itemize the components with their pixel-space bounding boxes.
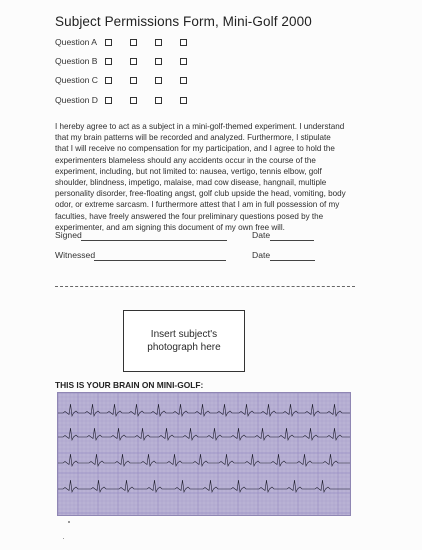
checkbox[interactable] [180, 77, 187, 84]
checkbox[interactable] [105, 97, 112, 104]
agreement-paragraph [55, 121, 365, 233]
agreement-line: personality disorder, free-floating angst, golf club upside the head, vomiting, body [55, 189, 346, 199]
checkbox[interactable] [180, 97, 187, 104]
checkbox[interactable] [130, 58, 137, 65]
checkbox[interactable] [105, 39, 112, 46]
checkbox[interactable] [155, 58, 162, 65]
cut-line-divider [55, 286, 355, 287]
checkbox[interactable] [105, 77, 112, 84]
signature-line[interactable] [81, 240, 227, 241]
date-label: Date [252, 250, 271, 260]
ekg-trace [58, 480, 350, 492]
checkbox[interactable] [130, 77, 137, 84]
paper-speck [63, 538, 64, 539]
agreement-line: that my brain patterns will be recorded and analyzed. Furthermore, I stipulate [55, 133, 331, 143]
paper-speck [68, 521, 70, 523]
date-line[interactable] [270, 240, 314, 241]
agreement-line: experimenter, and am signing this document of my own free will. [55, 222, 285, 232]
date-label: Date [252, 230, 271, 240]
brain-heading: THIS IS YOUR BRAIN ON MINI-GOLF: [55, 380, 204, 390]
checkbox[interactable] [155, 39, 162, 46]
signed-label: Signed [55, 230, 82, 240]
ekg-graph [58, 393, 350, 515]
agreement-line: shoulder, blindness, impetigo, malaise, mad cow disease, hangnail, multiple [55, 178, 327, 188]
witness-date-line[interactable] [270, 260, 315, 261]
question-label: Question B [55, 56, 98, 66]
agreement-line: I hereby agree to act as a subject in a mini-golf-themed experiment. I understand [55, 122, 345, 131]
checkbox[interactable] [155, 97, 162, 104]
checkbox[interactable] [155, 77, 162, 84]
ekg-trace [58, 404, 350, 416]
photo-placeholder-box [123, 310, 245, 372]
agreement-line: that I will receive no compensation for my participation, and I agree to hold the [55, 144, 335, 154]
ekg-trace [58, 428, 350, 440]
form-title: Subject Permissions Form, Mini-Golf 2000 [55, 14, 312, 29]
checkbox[interactable] [105, 58, 112, 65]
checkbox[interactable] [130, 97, 137, 104]
witnessed-label: Witnessed [55, 250, 96, 260]
ekg-strip-image [57, 392, 351, 516]
checkbox[interactable] [180, 58, 187, 65]
agreement-line: odor, or extreme sarcasm. I furthermore attest that I am in full possession of my [55, 200, 340, 210]
agreement-line: experimenters blameless should any accidents occur in the course of the [55, 155, 316, 165]
checkbox[interactable] [180, 39, 187, 46]
photo-box-text: photograph here [147, 342, 221, 353]
checkbox[interactable] [130, 39, 137, 46]
question-label: Question D [55, 95, 98, 105]
witness-signature-line[interactable] [94, 260, 226, 261]
photo-box-text: Insert subject's [150, 329, 218, 340]
ekg-trace [58, 454, 350, 466]
agreement-line: faculties, have freely answered the four preliminary questions posed by the [55, 211, 324, 221]
question-label: Question C [55, 75, 98, 85]
agreement-line: experiment, including, but not limited to: nausea, vertigo, tennis elbow, golf [55, 166, 322, 176]
question-label: Question A [55, 37, 98, 47]
